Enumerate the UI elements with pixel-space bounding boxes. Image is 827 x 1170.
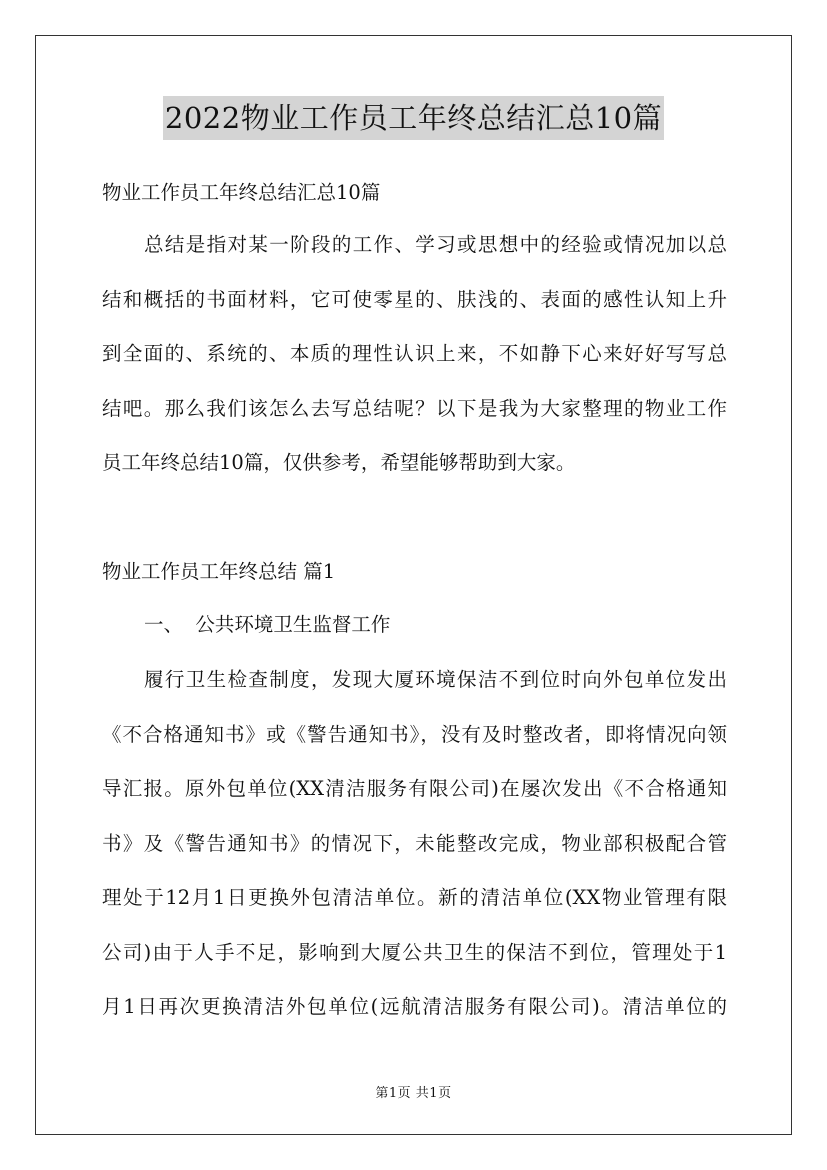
body-line: 月1日再次更换清洁外包单位(远航清洁服务有限公司)。清洁单位的 (102, 995, 727, 1018)
intro-paragraph (102, 218, 727, 491)
intro-line: 结吧。那么我们该怎么去写总结呢？以下是我为大家整理的物业工作 (102, 396, 727, 420)
body-line: 《不合格通知书》或《警告通知书》，没有及时整改者，即将情况向领 (102, 722, 727, 746)
body-line: 书》及《警告通知书》的情况下，未能整改完成，物业部积极配合管 (102, 831, 727, 855)
page-footer: 第1页 共1页 (375, 1086, 452, 1101)
body-line: 公司)由于人手不足，影响到大厦公共卫生的保洁不到位，管理处于1 (102, 940, 727, 964)
title-container (0, 96, 827, 140)
document-subtitle: 物业工作员工年终总结汇总10篇 (102, 181, 381, 204)
body-paragraph (102, 653, 727, 1035)
intro-line: 员工年终总结10篇，仅供参考，希望能够帮助到大家。 (102, 451, 576, 474)
document-title: 2022物业工作员工年终总结汇总10篇 (163, 96, 664, 140)
intro-line: 结和概括的书面材料，它可使零星的、肤浅的、表面的感性认知上升 (102, 287, 727, 311)
intro-line: 总结是指对某一阶段的工作、学习或思想中的经验或情况加以总 (144, 233, 727, 256)
body-line: 导汇报。原外包单位(XX清洁服务有限公司)在屡次发出《不合格通知 (102, 777, 727, 800)
body-line: 履行卫生检查制度，发现大厦环境保洁不到位时向外包单位发出 (144, 668, 727, 691)
body-line: 理处于12月1日更换外包清洁单位。新的清洁单位(XX物业管理有限 (102, 886, 727, 909)
section-heading: 物业工作员工年终总结 篇1 (102, 560, 336, 583)
subsection-heading: 一、 公共环境卫生监督工作 (144, 613, 391, 636)
intro-line: 到全面的、系统的、本质的理性认识上来，不如静下心来好好写写总 (102, 342, 727, 365)
